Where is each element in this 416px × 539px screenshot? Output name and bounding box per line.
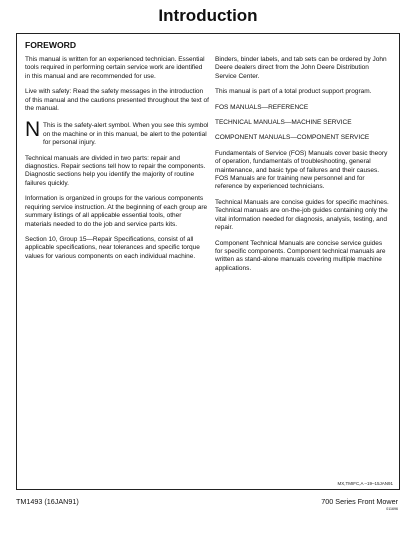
right-column	[215, 56, 391, 280]
section-heading: FOREWORD	[25, 40, 77, 50]
paragraph: Live with safety: Read the safety messages in the introduction of this manual and the cautions presented throughout the text of the manual.	[25, 88, 209, 113]
footer-product-name: 700 Series Front Mower	[321, 497, 398, 506]
paragraph: Binders, binder labels, and tab sets can be ordered by John Deere dealers direct from the John Deere Distribution Service Center.	[215, 56, 387, 80]
manual-category: FOS MANUALS—REFERENCE	[215, 103, 309, 111]
safety-alert-icon: N	[25, 118, 41, 142]
frame-code: MX,TMIFC,A –19–15JAN91	[337, 481, 393, 486]
paragraph: This manual is written for an experienced technician. Essential tools required in performing certain service work are identified in this manual and are recommended for use.	[25, 56, 205, 80]
safety-alert-text: This is the safety-alert symbol. When you see this symbol on the machine or in this manual, be alert to the potential for personal injury.	[43, 122, 209, 147]
foreword-box	[16, 33, 400, 490]
paragraph: This manual is part of a total product support program.	[215, 88, 372, 96]
safety-alert	[25, 120, 209, 147]
paragraph: Fundamentals of Service (FOS) Manuals cover basic theory of operation, fundamentals of troubleshooting, general maintenance, and basic type of failures and their causes. FOS Manuals are for training new personnel and for reference by experienced technicians.	[215, 149, 388, 191]
left-column	[25, 56, 209, 268]
paragraph: Component Technical Manuals are concise service guides for specific components. Component technical manuals are written as stand-alone manuals covering multiple machine applications.	[215, 239, 386, 272]
paragraph: Technical Manuals are concise guides for specific machines. Technical manuals are on-the-job guides containing only the vital information needed for diagnosis, analysis, testing, and repair.	[215, 198, 389, 232]
manual-category: COMPONENT MANUALS—COMPONENT SERVICE	[215, 134, 370, 142]
manual-category: TECHNICAL MANUALS—MACHINE SERVICE	[215, 119, 352, 127]
paragraph: Information is organized in groups for the various components requiring service instruction. At the beginning of each group are summary listings of all applicable essential tools, other materials needed to do the job and service parts kits.	[25, 195, 208, 228]
page-title: Introduction	[158, 6, 258, 25]
footer-manual-id: TM1493 (16JAN91)	[16, 497, 79, 506]
footer-code: 011696	[386, 507, 398, 511]
paragraph: Technical manuals are divided in two parts: repair and diagnostics. Repair sections tell how to repair the components. Diagnostic sections help you identify the majority of routine failures quickly.	[25, 154, 206, 187]
paragraph: Section 10, Group 15—Repair Specifications, consist of all applicable specifications, near tolerances and specific torque values for various components on each individual machine.	[25, 235, 200, 260]
